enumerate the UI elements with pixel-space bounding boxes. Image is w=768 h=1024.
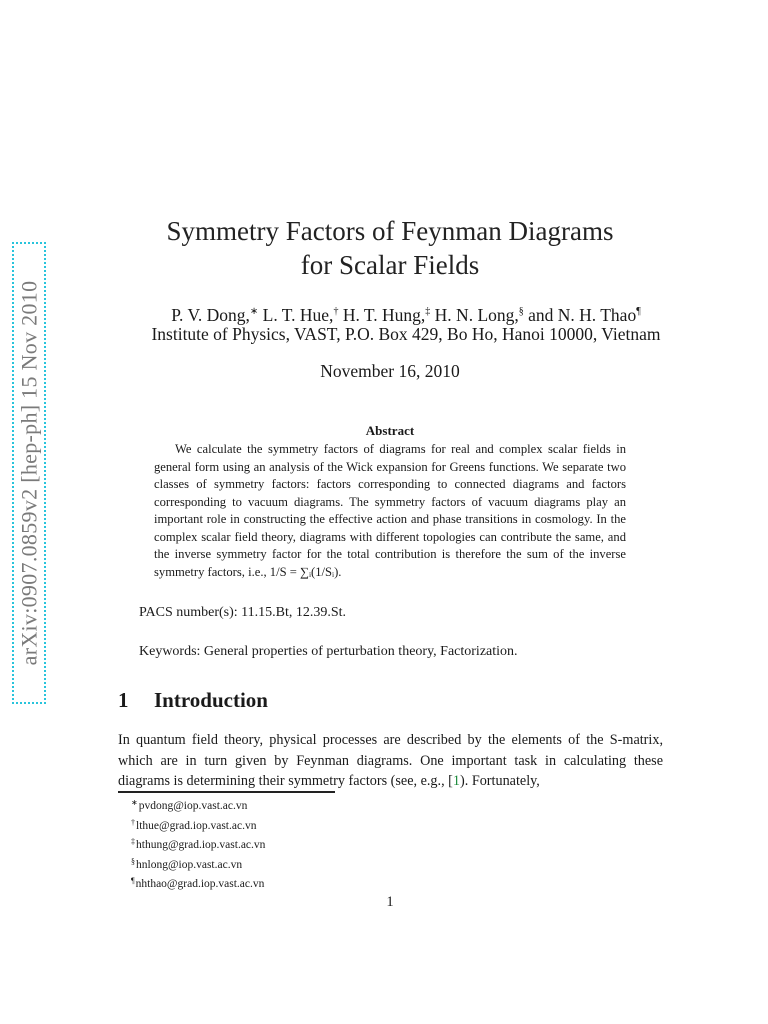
abstract-text: We calculate the symmetry factors of diagrams for real and complex scalar fields in general form using an analysis of the Wick expansion for Greens functions. We separate two classes of symmetry factors: factors corresponding to connected diagrams and factors corresponding to vacuum diagrams. The symmetry factors of vacuum diagrams play an important role in constructing the effective action and phase transitions in cosmology. In the complex scalar field theory, diagrams with different topologies can contribute the same, and the inverse symmetry factor for the total contribution is therefore the sum of the inverse symmetry factors, i.e., [154, 442, 626, 579]
author-name: and N. H. Thao [528, 305, 637, 325]
footnote-divider [118, 791, 335, 793]
section-heading-introduction [118, 688, 268, 713]
footnote-email: nhthao@grad.iop.vast.ac.vn [135, 878, 265, 890]
page-number: 1 [386, 894, 394, 910]
paper-title [0, 214, 768, 282]
section-title: Introduction [154, 688, 268, 712]
footnote-item [131, 834, 265, 854]
arxiv-identifier-text: arXiv:0907.0859v2 [hep-ph] 15 Nov 2010 [16, 280, 42, 666]
footnote-email: lthue@grad.iop.vast.ac.vn [136, 819, 257, 832]
footnote-mark: ∗ [131, 798, 138, 807]
author-footnote-mark[interactable]: § [518, 306, 524, 317]
author-name: L. T. Hue, [262, 305, 334, 325]
footnote-item [131, 854, 265, 874]
footnote-email: pvdong@iop.vast.ac.vn [138, 800, 248, 812]
section-number: 1 [118, 688, 129, 712]
footnote-mark: ‡ [131, 837, 135, 846]
footnote-mark: ¶ [131, 876, 135, 885]
intro-text: In quantum field theory, physical processes are described by the elements of the S-matrix, which are in turn given by Feynman diagrams. One important task in calculating these diagrams is determining their symmetry factors (see, e.g., [118, 732, 663, 789]
affiliation: Institute of Physics, VAST, P.O. Box 429, Bo Ho, Hanoi 10000, Vietnam [151, 324, 661, 344]
footnote-item [131, 815, 265, 835]
author-footnote-mark[interactable]: ‡ [425, 306, 431, 317]
footnote-mark: § [131, 856, 135, 866]
author-list [0, 300, 768, 327]
author-footnote-mark[interactable]: ¶ [636, 306, 641, 317]
author-footnote-mark[interactable]: ∗ [249, 306, 259, 317]
introduction-paragraph: In quantum field theory, physical processes are described by the elements of the S-matrix, which are in turn given by Feynman diagrams. One important task in calculating these diagrams is determining their symmetry factors (see, e.g., [1). Fortunately, [118, 732, 663, 789]
citation-link[interactable]: 1 [452, 773, 460, 789]
author-name: P. V. Dong, [171, 305, 250, 325]
author-footnote-mark[interactable]: † [333, 306, 339, 317]
abstract-heading: Abstract [365, 423, 415, 438]
footnote-email: hthung@grad.iop.vast.ac.vn [136, 839, 266, 851]
keywords-line: Keywords: General properties of perturbation theory, Factorization. [139, 644, 518, 659]
footnote-mark: † [131, 817, 135, 827]
publication-date: November 16, 2010 [320, 361, 460, 381]
paper-title-line-1: Symmetry Factors of Feynman Diagrams [166, 216, 614, 246]
abstract-formula: 1/S = ∑ᵢ(1/Sᵢ). [269, 564, 342, 579]
author-name: H. T. Hung, [342, 305, 426, 325]
pacs-numbers: PACS number(s): 11.15.Bt, 12.39.St. [139, 605, 347, 620]
abstract-body [154, 441, 626, 581]
intro-text-continued: ). Fortunately, [460, 773, 540, 789]
footnote-list [131, 795, 265, 893]
footnote-item [131, 873, 265, 893]
footnote-item [131, 795, 265, 815]
author-name: H. N. Long, [434, 305, 519, 325]
footnote-email: hnlong@iop.vast.ac.vn [136, 858, 243, 871]
paper-title-line-2: for Scalar Fields [300, 250, 480, 280]
